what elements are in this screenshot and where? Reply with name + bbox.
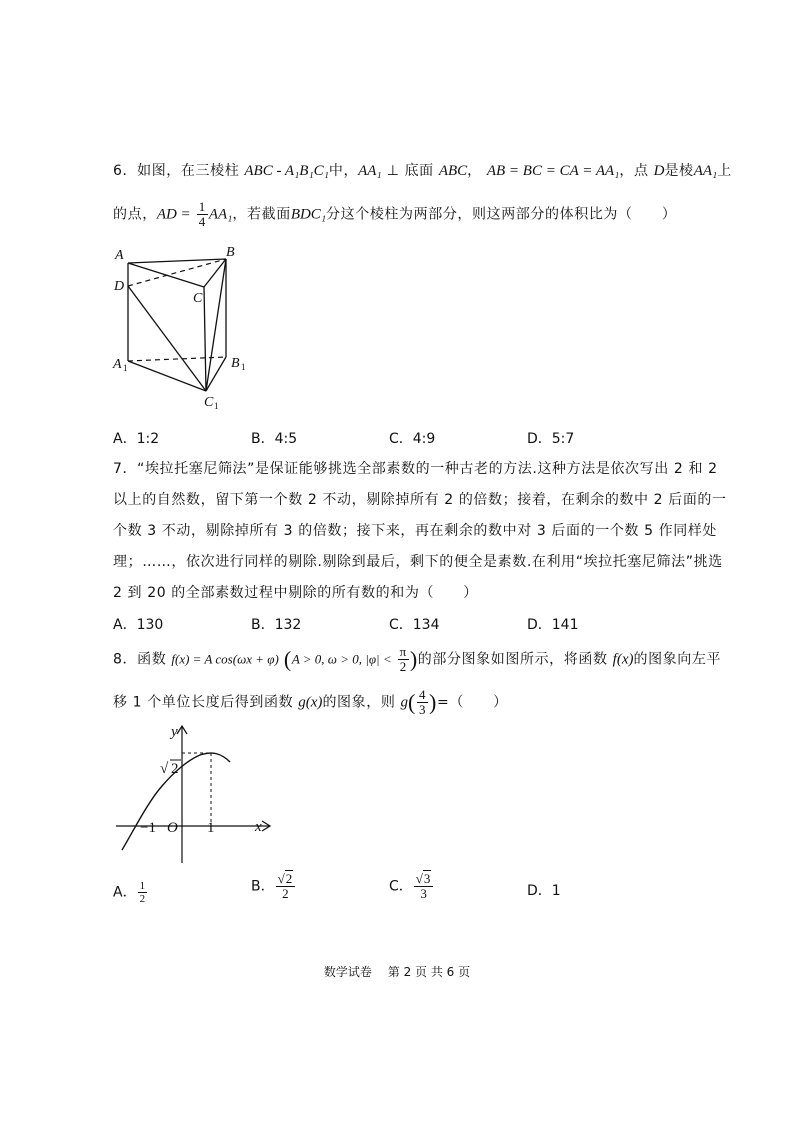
q6-aa1: AA₁ — [358, 163, 382, 179]
frac-num: π — [399, 644, 407, 659]
q6-equality: AB = BC = CA = AA₁ — [486, 163, 620, 179]
q6-text: ， — [467, 163, 482, 179]
frac-den: 2 — [399, 659, 407, 674]
label-c: C — [193, 291, 203, 306]
q6-prism-name: ABC - A₁B₁C₁ — [244, 163, 329, 179]
q8-line-1 — [113, 645, 721, 674]
q8-text: 移 1 个单位长度后得到函数 — [113, 694, 294, 711]
q6-point-d: D — [653, 163, 665, 179]
q6-text: 的点， — [113, 206, 157, 223]
q6-line-2 — [113, 200, 676, 229]
q7-option-b[interactable]: B．132 — [251, 617, 302, 633]
q8-text: 的部分图象如图所示，将函数 — [417, 651, 608, 668]
footer-subject: 数学试卷 — [323, 965, 372, 979]
frac-den: 4 — [198, 214, 206, 229]
q6-text: 分这个棱柱为两部分，则这两部分的体积比为（ ） — [326, 206, 677, 223]
frac-den: 2 — [139, 893, 146, 905]
paren-close: ) — [429, 689, 437, 715]
sqrt: √3 — [415, 871, 431, 886]
axis-label-y: y — [171, 724, 178, 740]
opt-frac — [414, 872, 434, 901]
q6-text: 中， — [328, 163, 359, 179]
opt-label: B． — [251, 878, 275, 895]
label-d: D — [114, 279, 125, 294]
frac-num — [414, 872, 434, 887]
q8-text: 函数 — [137, 651, 167, 668]
q6-option-b[interactable]: B．4:5 — [251, 431, 298, 447]
q8-option-b[interactable] — [251, 872, 296, 901]
q7-option-a[interactable]: A．130 — [113, 617, 164, 633]
q8-fx: f(x) — [612, 651, 634, 668]
q6-option-c[interactable]: C．4:9 — [389, 431, 436, 447]
opt-frac — [138, 880, 148, 905]
q6-option-a[interactable]: A．1:2 — [113, 431, 160, 447]
sqrt2-symbol: √ — [160, 761, 169, 777]
axis-label-x: x — [255, 819, 262, 835]
q8-option-d[interactable]: D．1 — [527, 883, 561, 899]
opt-frac — [276, 872, 296, 901]
sqrt2-label: 2 — [171, 761, 179, 777]
q8-function: f(x) = A cos(ωx + φ) — [171, 651, 279, 667]
q6-aa1: AA₁ — [208, 206, 233, 223]
q6-abc: ABC — [438, 163, 468, 179]
q6-text: ⊥ 底面 — [386, 163, 434, 179]
q8-g: g — [400, 694, 408, 711]
origin-label: O — [167, 820, 178, 836]
q7-option-c[interactable]: C．134 — [389, 617, 440, 633]
frac-den: 3 — [420, 886, 427, 901]
q8-number: 8． — [113, 651, 138, 668]
sqrt: √2 — [277, 871, 293, 886]
q8-43-fraction — [417, 688, 428, 717]
page-footer — [0, 963, 794, 980]
opt-label: A． — [113, 884, 137, 901]
q7-line-2: 以上的自然数，留下第一个数 2 不动，剔除掉所有 2 的倍数；接着，在剩余的数中 2 后面的一 — [113, 492, 727, 508]
q8-option-a[interactable] — [113, 880, 148, 905]
tick-1: 1 — [207, 820, 215, 836]
label-a: A — [115, 248, 124, 263]
q8-gx: g(x) — [298, 694, 323, 711]
label-b1: B — [231, 356, 240, 371]
q6-text: 是棱 — [664, 163, 694, 179]
q7-line-3: 个数 3 不动，剔除掉所有 3 的倍数；接下来，再在剩余的数中对 3 后面的一个数 5 作同样处 — [113, 523, 718, 539]
sub-b1: 1 — [241, 362, 246, 372]
frac-num: 1 — [198, 199, 206, 214]
paren-open: ( — [283, 646, 292, 672]
sub-a1: 1 — [123, 363, 128, 373]
q6-ad: AD = — [156, 206, 191, 223]
q7-option-d[interactable]: D．141 — [527, 617, 579, 633]
q6-number: 6． — [113, 163, 138, 179]
q6-text: ，若截面 — [232, 206, 291, 223]
opt-label: C． — [389, 878, 413, 895]
label-a1: A — [113, 357, 122, 372]
q8-option-c[interactable] — [389, 872, 434, 901]
q6-option-d[interactable]: D．5:7 — [527, 431, 575, 447]
tick-neg1: −1 — [140, 820, 156, 836]
q6-fraction — [197, 200, 208, 229]
q6-aa1: AA₁ — [693, 163, 718, 179]
frac-num: 1 — [139, 880, 146, 892]
q8-text: 的图象向左平 — [633, 651, 722, 668]
sub-c1: 1 — [214, 401, 219, 411]
label-c1: C — [204, 395, 214, 410]
q7-line-1: 7．“埃拉托塞尼筛法”是保证能够挑选全部素数的一种古老的方法.这种方法是依次写出 2 和 2 — [113, 461, 718, 477]
frac-num — [276, 872, 296, 887]
paren-close: ) — [409, 646, 418, 672]
q7-line-4: 理；……，依次进行同样的剔除.剔除到最后，剩下的便全是素数.在利用“埃拉托塞尼筛法”挑选 — [113, 554, 723, 570]
footer-page-number: 第 2 页 共 6 页 — [387, 965, 471, 979]
cosine-graph — [110, 720, 285, 865]
q8-text: 的图象，则 — [322, 694, 396, 711]
q7-line-5: 2 到 20 的全部素数过程中剔除的所有数的和为（ ） — [113, 585, 478, 601]
q6-line-1 — [113, 160, 732, 180]
prism-figure — [108, 243, 258, 413]
radicand: 2 — [285, 871, 293, 886]
q8-text: =（ ） — [436, 694, 508, 711]
q6-text: 上 — [717, 163, 732, 179]
q8-options — [113, 872, 673, 912]
paren-open: ( — [408, 689, 416, 715]
frac-num: 4 — [418, 687, 427, 702]
frac-den: 2 — [282, 886, 289, 901]
q8-condition: A > 0, ω > 0, |φ| < — [291, 651, 392, 667]
radicand: 3 — [423, 871, 431, 886]
label-b: B — [226, 245, 235, 260]
q6-text: ，点 — [619, 163, 649, 179]
q8-line-2 — [113, 688, 508, 717]
frac-den: 3 — [418, 702, 427, 717]
q8-pi-fraction — [398, 645, 409, 674]
q6-bdc1: BDC₁ — [290, 206, 327, 223]
q6-text: 如图，在三棱柱 — [137, 163, 240, 179]
